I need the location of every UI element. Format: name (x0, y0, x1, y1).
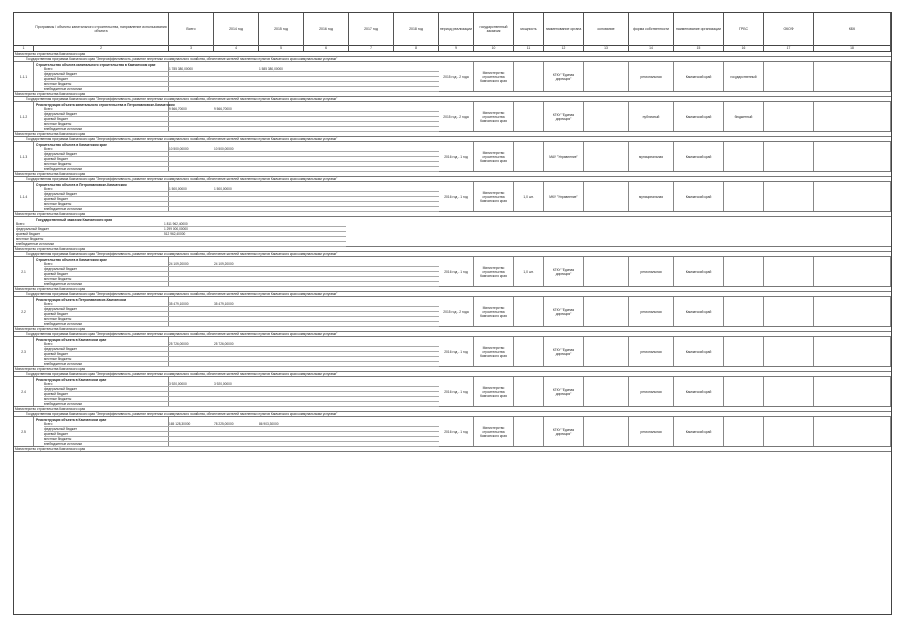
row-cell: 2.5 (14, 417, 34, 446)
row-cell: 1.1.4 (14, 182, 34, 211)
row-cell: 1.1.1 (14, 62, 34, 91)
funding-value: 1 500,00000 (169, 187, 187, 191)
funding-label: краевой бюджет (44, 197, 69, 201)
row-cell (814, 182, 891, 211)
column-number-cell: 11 (514, 45, 544, 51)
row-cell (814, 142, 891, 171)
row-cell: бюджетный (724, 102, 764, 131)
header-cell: наименование организации (674, 13, 724, 45)
header-cell: 2018 год (394, 13, 439, 45)
row-cell: Камчатский край (674, 297, 724, 326)
header-cell: государственный заказчик (474, 13, 514, 45)
row-cell (584, 182, 629, 211)
row-cell (764, 257, 814, 286)
row-cell: КГКУ "Единая дирекция" (544, 377, 584, 406)
row-cell: 2016 год - 1 год (439, 337, 474, 366)
project-row (14, 102, 891, 132)
row-cell (764, 62, 814, 91)
funding-label: федеральный бюджет (44, 307, 78, 311)
totals-line: Всего 1 811 962,40000 (16, 222, 346, 227)
funding-value: 165 128,30000 (169, 422, 191, 426)
row-cell: КГКУ "Единая дирекция" (544, 102, 584, 131)
row-cell (724, 182, 764, 211)
column-number-cell: 15 (674, 45, 724, 51)
project-title: Строительство объекта в Камчатском крае (36, 258, 107, 262)
column-number-cell: 3 (169, 45, 214, 51)
project-title: Реконструкция объекта в Камчатском крае (36, 338, 107, 342)
funding-value: 24 109,20000 (169, 262, 189, 266)
section-ministry: Министерство строительства Камчатского края (14, 52, 891, 57)
row-cell (814, 62, 891, 91)
row-cell (514, 377, 544, 406)
row-cell (764, 337, 814, 366)
funding-value: 86 903,30000 (259, 422, 279, 426)
row-cell: 2016 год - 1 год (439, 377, 474, 406)
row-cell: муниципальная (629, 182, 674, 211)
row-cell: Министерство строительства Камчатского края (474, 377, 514, 406)
row-cell (514, 337, 544, 366)
column-numbers-row (14, 45, 891, 52)
row-cell: КГКУ "Единая дирекция" (544, 257, 584, 286)
row-cell (724, 257, 764, 286)
funding-label: краевой бюджет (44, 272, 69, 276)
row-cell (514, 417, 544, 446)
row-cell: КГКУ "Единая дирекция" (544, 417, 584, 446)
funding-value: 9 566,70000 (169, 107, 187, 111)
funding-value: 1 585 380,00000 (259, 67, 283, 71)
section-ministry: Министерство строительства Камчатского края (14, 132, 891, 137)
row-cell: Министерство строительства Камчатского края (474, 142, 514, 171)
row-cell: МАУ "Управление" (544, 142, 584, 171)
funding-label: краевой бюджет (44, 157, 69, 161)
row-cell: 2.1 (14, 257, 34, 286)
funding-value: 10 500,00000 (214, 147, 234, 151)
row-cell (814, 297, 891, 326)
funding-label: внебюджетные источники (44, 167, 83, 171)
header-cell: основание (584, 13, 629, 45)
funding-label: внебюджетные источники (44, 322, 83, 326)
row-cell: Камчатский край (674, 377, 724, 406)
row-cell: региональная (629, 62, 674, 91)
row-cell (724, 377, 764, 406)
header-cell: наименование органа (544, 13, 584, 45)
funding-label: местные бюджеты (44, 202, 72, 206)
funding-label: внебюджетные источники (44, 402, 83, 406)
column-number-cell: 18 (814, 45, 891, 51)
row-cell (814, 337, 891, 366)
row-cell (764, 417, 814, 446)
row-cell (724, 142, 764, 171)
column-number-cell: 4 (214, 45, 259, 51)
project-title: Реконструкция объекта в Камчатском крае (36, 378, 107, 382)
row-cell: региональная (629, 257, 674, 286)
funding-label: Всего (44, 302, 53, 306)
funding-value: 1 500,00000 (214, 187, 232, 191)
funding-label: местные бюджеты (44, 162, 72, 166)
section-ministry: Министерство строительства Камчатского края (14, 447, 891, 452)
funding-label: федеральный бюджет (44, 427, 78, 431)
funding-label: Всего (44, 262, 53, 266)
column-number-cell: 7 (349, 45, 394, 51)
column-number-cell: 1 (14, 45, 34, 51)
funding-label: федеральный бюджет (44, 152, 78, 156)
row-cell (514, 142, 544, 171)
totals-row (14, 217, 891, 247)
row-cell: региональная (629, 297, 674, 326)
section-program: Государственная программа Камчатского края "Энергоэффективность, развитие энергетики и коммунального хозяйства, обеспечение жителей населенных пунктов Камчатского края коммунальными услугами" (14, 252, 891, 257)
row-cell (584, 102, 629, 131)
row-cell: региональная (629, 417, 674, 446)
funding-label: внебюджетные источники (44, 127, 83, 131)
row-cell: 2.4 (14, 377, 34, 406)
column-number-cell: 9 (439, 45, 474, 51)
row-cell (764, 297, 814, 326)
row-cell: Министерство строительства Камчатского края (474, 102, 514, 131)
project-title: Реконструкция объекта в Камчатском крае (36, 418, 107, 422)
row-cell: 1.1.3 (14, 142, 34, 171)
row-cell (584, 377, 629, 406)
row-cell: публичный (629, 102, 674, 131)
row-cell (814, 257, 891, 286)
funding-label: внебюджетные источники (44, 442, 83, 446)
row-cell: 2.2 (14, 297, 34, 326)
row-cell: государственный (724, 62, 764, 91)
row-cell (584, 142, 629, 171)
funding-label: местные бюджеты (44, 357, 72, 361)
row-cell: Камчатский край (674, 142, 724, 171)
section-ministry: Министерство строительства Камчатского края (14, 92, 891, 97)
section-program: Государственная программа Камчатского края "Энергоэффективность, развитие энергетики и коммунального хозяйства, обеспечение жителей населенных пунктов Камчатского края коммунальными услугами" (14, 57, 891, 62)
section-program: Государственная программа Камчатского края "Энергоэффективность, развитие энергетики и коммунального хозяйства, обеспечение жителей населенных пунктов Камчатского края коммунальными услугами" (14, 97, 891, 102)
section-program: Государственная программа Камчатского края "Энергоэффективность, развитие энергетики и коммунального хозяйства, обеспечение жителей населенных пунктов Камчатского края коммунальными услугами" (14, 412, 891, 417)
funding-label: федеральный бюджет (44, 112, 78, 116)
funding-value: 35 479,10000 (169, 302, 189, 306)
row-cell: Министерство строительства Камчатского края (474, 417, 514, 446)
row-cell (514, 62, 544, 91)
project-title: Строительство объекта в Петропавловске-Камчатском (36, 183, 127, 187)
section-program: Государственная программа Камчатского края "Энергоэффективность, развитие энергетики и коммунального хозяйства, обеспечение жителей населенных пунктов Камчатского края коммунальными услугами" (14, 332, 891, 337)
row-cell (764, 142, 814, 171)
funding-label: местные бюджеты (44, 122, 72, 126)
totals-line: краевой бюджет 512 962,40000 (16, 232, 346, 237)
funding-value: 24 109,20000 (214, 262, 234, 266)
funding-label: Всего (44, 107, 53, 111)
header-cell: Всего (169, 13, 214, 45)
project-row (14, 142, 891, 172)
funding-label: местные бюджеты (44, 277, 72, 281)
header-cell: 2015 год (259, 13, 304, 45)
row-cell: Министерство строительства Камчатского края (474, 337, 514, 366)
row-cell (584, 257, 629, 286)
row-cell: региональная (629, 377, 674, 406)
column-number-cell: 16 (724, 45, 764, 51)
section-program: Государственная программа Камчатского края "Энергоэффективность, развитие энергетики и коммунального хозяйства, обеспечение жителей населенных пунктов Камчатского края коммунальными услугами" (14, 137, 891, 142)
funding-label: внебюджетные источники (44, 207, 83, 211)
funding-label: Всего (44, 187, 53, 191)
funding-label: краевой бюджет (44, 312, 69, 316)
column-number-cell: 2 (34, 45, 169, 51)
row-cell: 2016 год - 1 год (439, 182, 474, 211)
project-row (14, 297, 891, 327)
document-sheet (13, 12, 892, 615)
funding-label: федеральный бюджет (44, 387, 78, 391)
funding-label: Всего (44, 382, 53, 386)
project-title: Строительство объекта в Камчатском крае (36, 143, 107, 147)
row-cell: 2015 год - 2 года (439, 62, 474, 91)
header-cell: 2016 год (304, 13, 349, 45)
row-cell: 2016 год - 1 год (439, 142, 474, 171)
header-cell: 2014 год (214, 13, 259, 45)
section-ministry: Министерство строительства Камчатского края (14, 172, 891, 177)
project-row (14, 182, 891, 212)
row-cell (724, 337, 764, 366)
funding-label: местные бюджеты (44, 397, 72, 401)
section-ministry: Министерство строительства Камчатского края (14, 327, 891, 332)
row-cell: Министерство строительства Камчатского края (474, 62, 514, 91)
section-ministry: Министерство строительства Камчатского края (14, 212, 891, 217)
project-row (14, 377, 891, 407)
row-cell (764, 102, 814, 131)
totals-line: местные бюджеты (16, 237, 346, 242)
funding-label: внебюджетные источники (44, 87, 83, 91)
funding-label: краевой бюджет (44, 392, 69, 396)
header-cell: ОКОФ (764, 13, 814, 45)
section-program: Государственная программа Камчатского края "Энергоэффективность, развитие энергетики и коммунального хозяйства, обеспечение жителей населенных пунктов Камчатского края коммунальными услугами" (14, 292, 891, 297)
section-ministry: Министерство строительства Камчатского края (14, 247, 891, 252)
row-cell (764, 182, 814, 211)
column-number-cell: 10 (474, 45, 514, 51)
totals-line: внебюджетные источники (16, 242, 346, 247)
funding-value: 78 225,00000 (214, 422, 234, 426)
row-cell: 2016 год - 1 год (439, 417, 474, 446)
row-cell: Камчатский край (674, 337, 724, 366)
project-title: Строительство объекта капитального строительства в Камчатском крае (36, 63, 156, 67)
row-cell (584, 297, 629, 326)
row-cell (764, 377, 814, 406)
funding-value: 3 920,00000 (214, 382, 232, 386)
row-cell: Министерство строительства Камчатского края (474, 182, 514, 211)
row-cell (814, 417, 891, 446)
funding-label: Всего (44, 147, 53, 151)
header-cell: 2017 год (349, 13, 394, 45)
funding-label: местные бюджеты (44, 317, 72, 321)
row-cell (814, 377, 891, 406)
funding-label: федеральный бюджет (44, 192, 78, 196)
table-header (14, 13, 891, 46)
funding-label: краевой бюджет (44, 117, 69, 121)
row-cell (514, 102, 544, 131)
funding-label: краевой бюджет (44, 352, 69, 356)
row-cell: 1,0 шт. (514, 257, 544, 286)
project-row (14, 417, 891, 447)
row-cell (724, 417, 764, 446)
header-cell: Программы / объекты капитального строительства, направление использования объекта (34, 13, 169, 45)
project-title: Реконструкция объекта капитального строительства в Петропавловске-Камчатском (36, 103, 175, 107)
funding-value: 3 920,00000 (169, 382, 187, 386)
totals-title: Государственный заказчик Камчатского края (36, 218, 113, 222)
row-cell: 2016 год - 1 год (439, 257, 474, 286)
column-number-cell: 8 (394, 45, 439, 51)
row-cell: 1,0 шт. (514, 182, 544, 211)
funding-value: 9 566,70000 (214, 107, 232, 111)
funding-value: 25 726,00000 (214, 342, 234, 346)
project-row (14, 62, 891, 92)
row-cell: КГКУ "Единая дирекция" (544, 62, 584, 91)
row-cell: Министерство строительства Камчатского края (474, 257, 514, 286)
row-cell (584, 337, 629, 366)
funding-label: федеральный бюджет (44, 72, 78, 76)
row-cell: Камчатский край (674, 182, 724, 211)
header-cell: период реализации (439, 13, 474, 45)
funding-label: местные бюджеты (44, 82, 72, 86)
row-cell: КГКУ "Единая дирекция" (544, 297, 584, 326)
row-cell: Камчатский край (674, 62, 724, 91)
column-number-cell: 14 (629, 45, 674, 51)
section-program: Государственная программа Камчатского края "Энергоэффективность, развитие энергетики и коммунального хозяйства, обеспечение жителей населенных пунктов Камчатского края коммунальными услугами" (14, 372, 891, 377)
section-program: Государственная программа Камчатского края "Энергоэффективность, развитие энергетики и коммунального хозяйства, обеспечение жителей населенных пунктов Камчатского края коммунальными услугами" (14, 177, 891, 182)
column-number-cell: 17 (764, 45, 814, 51)
row-cell: 2.3 (14, 337, 34, 366)
section-ministry: Министерство строительства Камчатского края (14, 367, 891, 372)
row-cell (724, 297, 764, 326)
project-row (14, 337, 891, 367)
funding-label: Всего (44, 342, 53, 346)
row-cell: Министерство строительства Камчатского края (474, 297, 514, 326)
funding-label: краевой бюджет (44, 77, 69, 81)
row-cell: МКУ "Управление" (544, 182, 584, 211)
column-number-cell: 5 (259, 45, 304, 51)
row-cell: Камчатский край (674, 417, 724, 446)
row-cell (814, 102, 891, 131)
funding-value: 10 500,00000 (169, 147, 189, 151)
funding-label: Всего (44, 422, 53, 426)
funding-label: федеральный бюджет (44, 347, 78, 351)
totals-line: федеральный бюджет 1 299 000,00000 (16, 227, 346, 232)
row-cell (514, 297, 544, 326)
header-cell: КБК (814, 13, 891, 45)
funding-label: краевой бюджет (44, 432, 69, 436)
funding-label: федеральный бюджет (44, 267, 78, 271)
row-cell (584, 62, 629, 91)
row-cell: 2015 год - 2 года (439, 297, 474, 326)
row-cell: Камчатский край (674, 102, 724, 131)
funding-value: 1 785 380,00000 (169, 67, 193, 71)
project-row (14, 257, 891, 287)
row-cell: Камчатский край (674, 257, 724, 286)
funding-value: 25 726,00000 (169, 342, 189, 346)
project-title: Реконструкция объекта в Петропавловске-Камчатском (36, 298, 127, 302)
column-number-cell: 6 (304, 45, 349, 51)
header-cell: ГРБС (724, 13, 764, 45)
row-cell: КГКУ "Единая дирекция" (544, 337, 584, 366)
section-ministry: Министерство строительства Камчатского края (14, 407, 891, 412)
row-cell: муниципальная (629, 142, 674, 171)
column-number-cell: 12 (544, 45, 584, 51)
row-cell: 1.1.2 (14, 102, 34, 131)
funding-label: местные бюджеты (44, 437, 72, 441)
section-ministry: Министерство строительства Камчатского края (14, 287, 891, 292)
funding-value: 35 479,10000 (214, 302, 234, 306)
column-number-cell: 13 (584, 45, 629, 51)
row-cell (584, 417, 629, 446)
row-cell: региональная (629, 337, 674, 366)
funding-label: внебюджетные источники (44, 282, 83, 286)
row-cell: 2015 год - 2 года (439, 102, 474, 131)
header-cell: мощность (514, 13, 544, 45)
funding-label: внебюджетные источники (44, 362, 83, 366)
header-cell: форма собственности (629, 13, 674, 45)
funding-label: Всего (44, 67, 53, 71)
